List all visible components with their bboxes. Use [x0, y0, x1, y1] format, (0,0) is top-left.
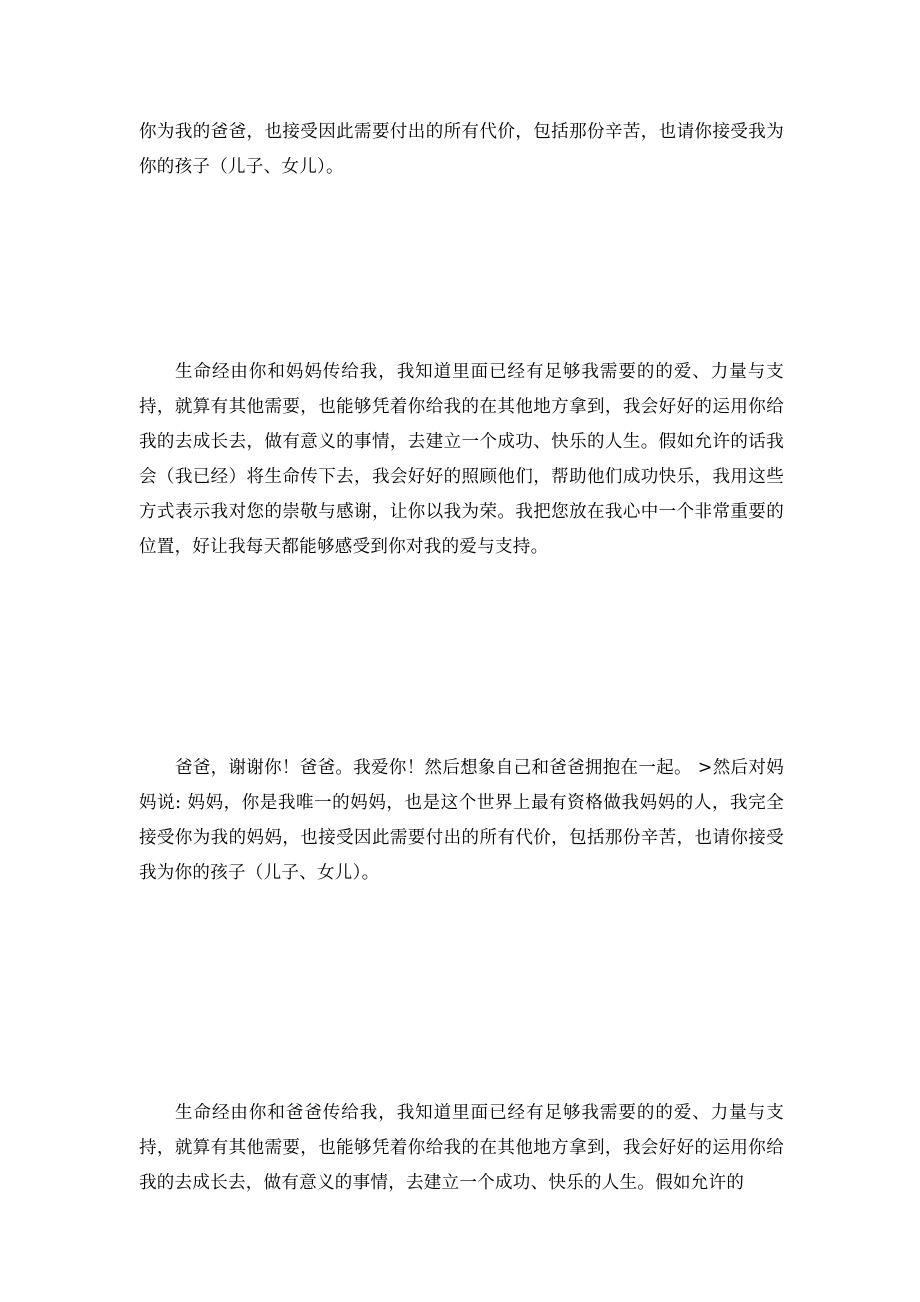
paragraph-4: 生命经由你和爸爸传给我，我知道里面已经有足够我需要的的爱、力量与支持，就算有其他需要，也能够凭着你给我的在其他地方拿到，我会好好的运用你给我的去成长去，做有意义的事情，去建立一个成功、快乐的人生。假如允许的 [139, 1103, 784, 1193]
paragraph-3: 爸爸，谢谢你！爸爸。我爱你！然后想象自己和爸爸拥抱在一起。 >然后对妈妈说: 妈妈，你是我唯一的妈妈，也是这个世界上最有资格做我妈妈的人，我完全接受你为我的妈妈，也接受因此需要付出的所有代价，包括那份辛苦，也请你接受我为你的孩子（儿子、女儿）。 [139, 758, 784, 883]
paragraph-1: 你为我的爸爸，也接受因此需要付出的所有代价，包括那份辛苦，也请你接受我为你的孩子（儿子、女儿）。 [139, 122, 784, 177]
paragraph-2: 生命经由你和妈妈传给我，我知道里面已经有足够我需要的的爱、力量与支持，就算有其他需要，也能够凭着你给我的在其他地方拿到，我会好好的运用你给我的去成长去，做有意义的事情，去建立一个成功、快乐的人生。假如允许的话我会（我已经）将生命传下去，我会好好的照顾他们，帮助他们成功快乐，我用这些方式表示我对您的崇敬与感谢，让你以我为荣。我把您放在我心中一个非常重要的位置，好让我每天都能够感受到你对我的爱与支持。 [139, 362, 784, 557]
